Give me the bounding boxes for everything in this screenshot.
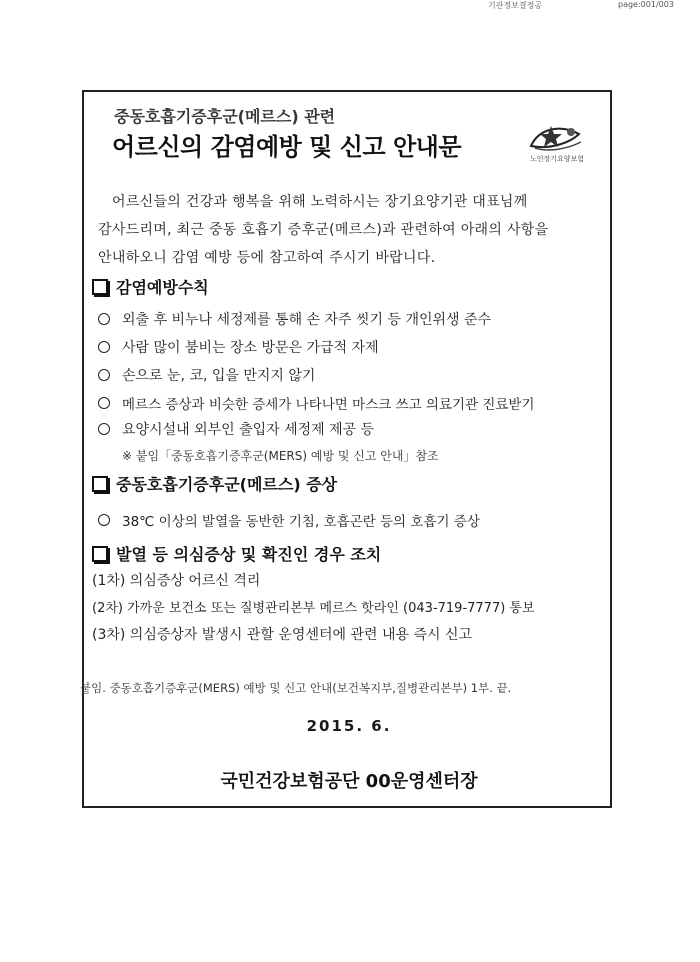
list-item [98, 510, 480, 530]
document-title: 어르신의 감염예방 및 신고 안내문 [112, 133, 461, 161]
document-date: 2015. 6. [306, 717, 392, 735]
action-step: (3차) 의심증상자 발생시 관할 운영센터에 관련 내용 즉시 신고 [92, 627, 473, 643]
checkbox-bullet-icon [92, 279, 108, 295]
logo-text: 노인장기요양보험 [529, 155, 585, 163]
notice-document [82, 90, 612, 808]
issuer-signature: 국민건강보험공단 00운영센터장 [220, 771, 478, 792]
fax-header [0, 0, 700, 14]
circle-bullet-icon [98, 313, 110, 325]
list-item [98, 365, 315, 385]
intro-paragraph [98, 188, 608, 272]
list-item [98, 393, 535, 413]
document-subtitle: 중동호흡기증후군(메르스) 관련 [114, 107, 336, 126]
intro-line: 안내하오니 감염 예방 등에 참고하여 주시기 바랍니다. [98, 250, 436, 266]
attachment-line: 붙임. 중동호흡기증후군(MERS) 예방 및 신고 안내(보건복지부,질병관리본부) 1부. 끝. [80, 681, 512, 695]
checkbox-bullet-icon [92, 546, 108, 562]
circle-bullet-icon [98, 341, 110, 353]
fax-header-left: 기관정보결정공 [488, 1, 543, 10]
list-item-text: 요양시설내 외부인 출입자 세정제 제공 등 [122, 422, 375, 438]
list-item-text: 38℃ 이상의 발열을 동반한 기침, 호흡곤란 등의 호흡기 증상 [122, 514, 480, 530]
list-item [98, 419, 374, 439]
list-item [98, 337, 379, 357]
list-item-text: 메르스 증상과 비슷한 증세가 나타나면 마스크 쓰고 의료기관 진료받기 [122, 397, 535, 413]
long-term-care-logo [521, 120, 589, 166]
circle-bullet-icon [98, 423, 110, 435]
checkbox-bullet-icon [92, 476, 108, 492]
section-heading-label: 발열 등 의심증상 및 확진인 경우 조치 [116, 545, 382, 564]
circle-bullet-icon [98, 514, 110, 526]
intro-line: 어르신들의 건강과 행복을 위해 노력하시는 장기요양기관 대표님께 [112, 194, 528, 210]
intro-line: 감사드리며, 최근 중동 호흡기 증후군(메르스)과 관련하여 아래의 사항을 [98, 222, 549, 238]
section-heading-prevention [92, 275, 209, 298]
fax-page-number: page:001/003 [618, 0, 674, 9]
action-step: (1차) 의심증상 어르신 격리 [92, 573, 261, 589]
list-item-text: 사람 많이 붐비는 장소 방문은 가급적 자제 [122, 340, 379, 356]
list-item [98, 309, 491, 329]
circle-bullet-icon [98, 397, 110, 409]
section-heading-label: 감염예방수칙 [116, 278, 209, 297]
action-step: (2차) 가까운 보건소 또는 질병관리본부 메르스 핫라인 (043-719-7777) 통보 [92, 601, 535, 616]
section-heading-actions [92, 542, 381, 565]
reference-note: ※ 붙임「중동호흡기증후군(MERS) 예방 및 신고 안내」참조 [122, 449, 439, 463]
circle-bullet-icon [98, 369, 110, 381]
logo-emblem-icon [521, 120, 589, 154]
section-heading-symptoms [92, 472, 337, 495]
list-item-text: 손으로 눈, 코, 입을 만지지 않기 [122, 368, 316, 384]
list-item-text: 외출 후 비누나 세정제를 통해 손 자주 씻기 등 개인위생 준수 [122, 312, 492, 328]
section-heading-label: 중동호흡기증후군(메르스) 증상 [116, 475, 338, 494]
